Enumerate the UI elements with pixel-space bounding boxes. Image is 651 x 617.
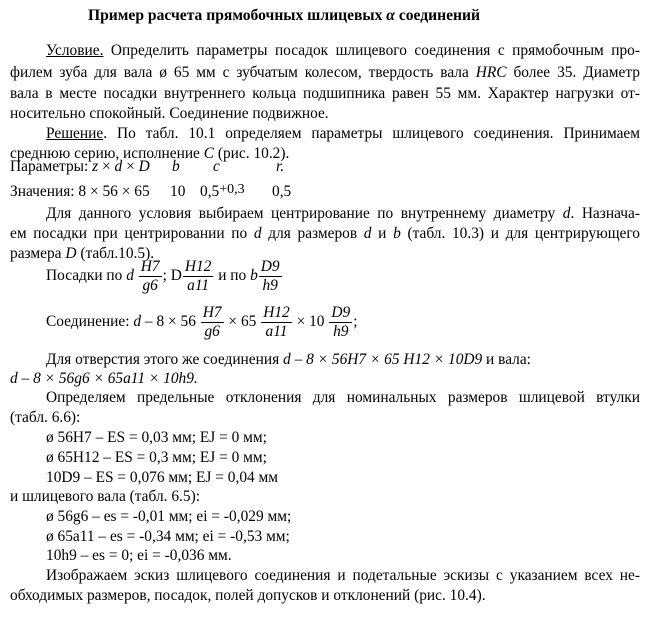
param-r: r. <box>276 158 285 175</box>
joint-fraction-2: $\frac{H12}{a11}$ <box>263 304 290 340</box>
fit-fraction-d: $\frac{H7}{g6}$ <box>140 258 160 294</box>
condition-line-4: носительно спокойный. Соединение подвижное. <box>10 105 329 122</box>
hole-line-2: d – 8 × 56g6 × 65a11 × 10h9. <box>10 370 198 387</box>
hole-line-1: Для отверстия этого же соединения d – 8 × 56H7 × 65 H12 × 10D9 и вала: <box>46 351 531 368</box>
hole-deviation-3: 10D9 – ES = 0,076 мм; EJ = 0,04 мм <box>46 469 279 486</box>
value-r: 0,5 <box>272 183 292 200</box>
joint-row: Соединение: d – 8 × 56 $\frac{H7}{g6}$ × 65 $\frac{H12}{a11}$ × 10 $\frac{D9}{h9}$ ; <box>46 304 358 340</box>
param-b: b <box>172 158 180 175</box>
hole-deviation-2: ø 65H12 – ES = 0,3 мм; EJ = 0 мм; <box>46 449 267 466</box>
deviations-line-1: Определяем предельные отклонения для номинальных размеров шлицевой втулки <box>46 389 640 406</box>
sketch-line-2: обходимых размеров, посадок, полей допусков и отклонений (рис. 10.4). <box>10 587 486 604</box>
joint-fraction-1: $\frac{H7}{g6}$ <box>202 304 222 340</box>
solution-line-2: среднюю серию, исполнение C (рис. 10.2). <box>10 145 290 162</box>
page-title: Пример расчета прямобочных шлицевых α соединений <box>88 7 480 24</box>
joint-fraction-3: $\frac{D9}{h9}$ <box>331 304 351 340</box>
condition-line-3: вала в месте посадки внутреннего кольца подшипника равен 55 мм. Характер нагрузки от- <box>10 85 640 102</box>
condition-line-2: филем зуба для вала ø 65 мм с зубчатым колесом, твердость вала HRC более 35. Диаметр <box>10 64 640 81</box>
value-b: 10 <box>170 183 186 200</box>
param-c: c <box>213 158 220 175</box>
centering-line-3: размера D (табл.10.5). <box>10 245 155 262</box>
values-row: Значения: 8 × 56 × 65 <box>10 183 150 200</box>
shaft-deviation-2: ø 65a11 – es = -0,34 мм; ei = -0,53 мм; <box>46 528 290 545</box>
shaft-heading: и шлицевого вала (табл. 6.5): <box>10 488 200 505</box>
shaft-deviation-3: 10h9 – es = 0; ei = -0,036 мм. <box>46 547 232 564</box>
centering-line-1: Для данного условия выбираем центрирование по внутреннему диаметру d. Назнача- <box>46 205 640 222</box>
sketch-line-1: Изображаем эскиз шлицевого соединения и подетальные эскизы с указанием всех не- <box>46 567 640 584</box>
deviations-line-2: (табл. 6.6): <box>10 409 81 426</box>
condition-line-1: Условие. Определить параметры посадок шлицевого соединения с прямобочным про- <box>46 42 640 59</box>
params-row: Параметры: z × d × D <box>10 158 150 175</box>
hole-deviation-1: ø 56H7 – ES = 0,03 мм; EJ = 0 мм; <box>46 429 267 446</box>
fit-fraction-D: $\frac{H12}{a11}$ <box>184 258 212 294</box>
shaft-deviation-1: ø 56g6 – es = -0,01 мм; ei = -0,029 мм; <box>46 508 292 525</box>
centering-line-2: ем посадки при центрировании по d для размеров d и b (табл. 10.3) и для центрирующего <box>10 225 640 242</box>
solution-line-1: Решение. По табл. 10.1 определяем параметры шлицевого соединения. Принимаем <box>46 125 640 142</box>
fits-row: Посадки по d $\frac{H7}{g6}$ ; D $\frac{H12}{a11}$ и по b $\frac{D9}{h9}$ <box>46 258 280 294</box>
value-c: $0,5^{+0,3}$ <box>200 182 245 200</box>
fit-fraction-b: $\frac{D9}{h9}$ <box>260 258 280 294</box>
